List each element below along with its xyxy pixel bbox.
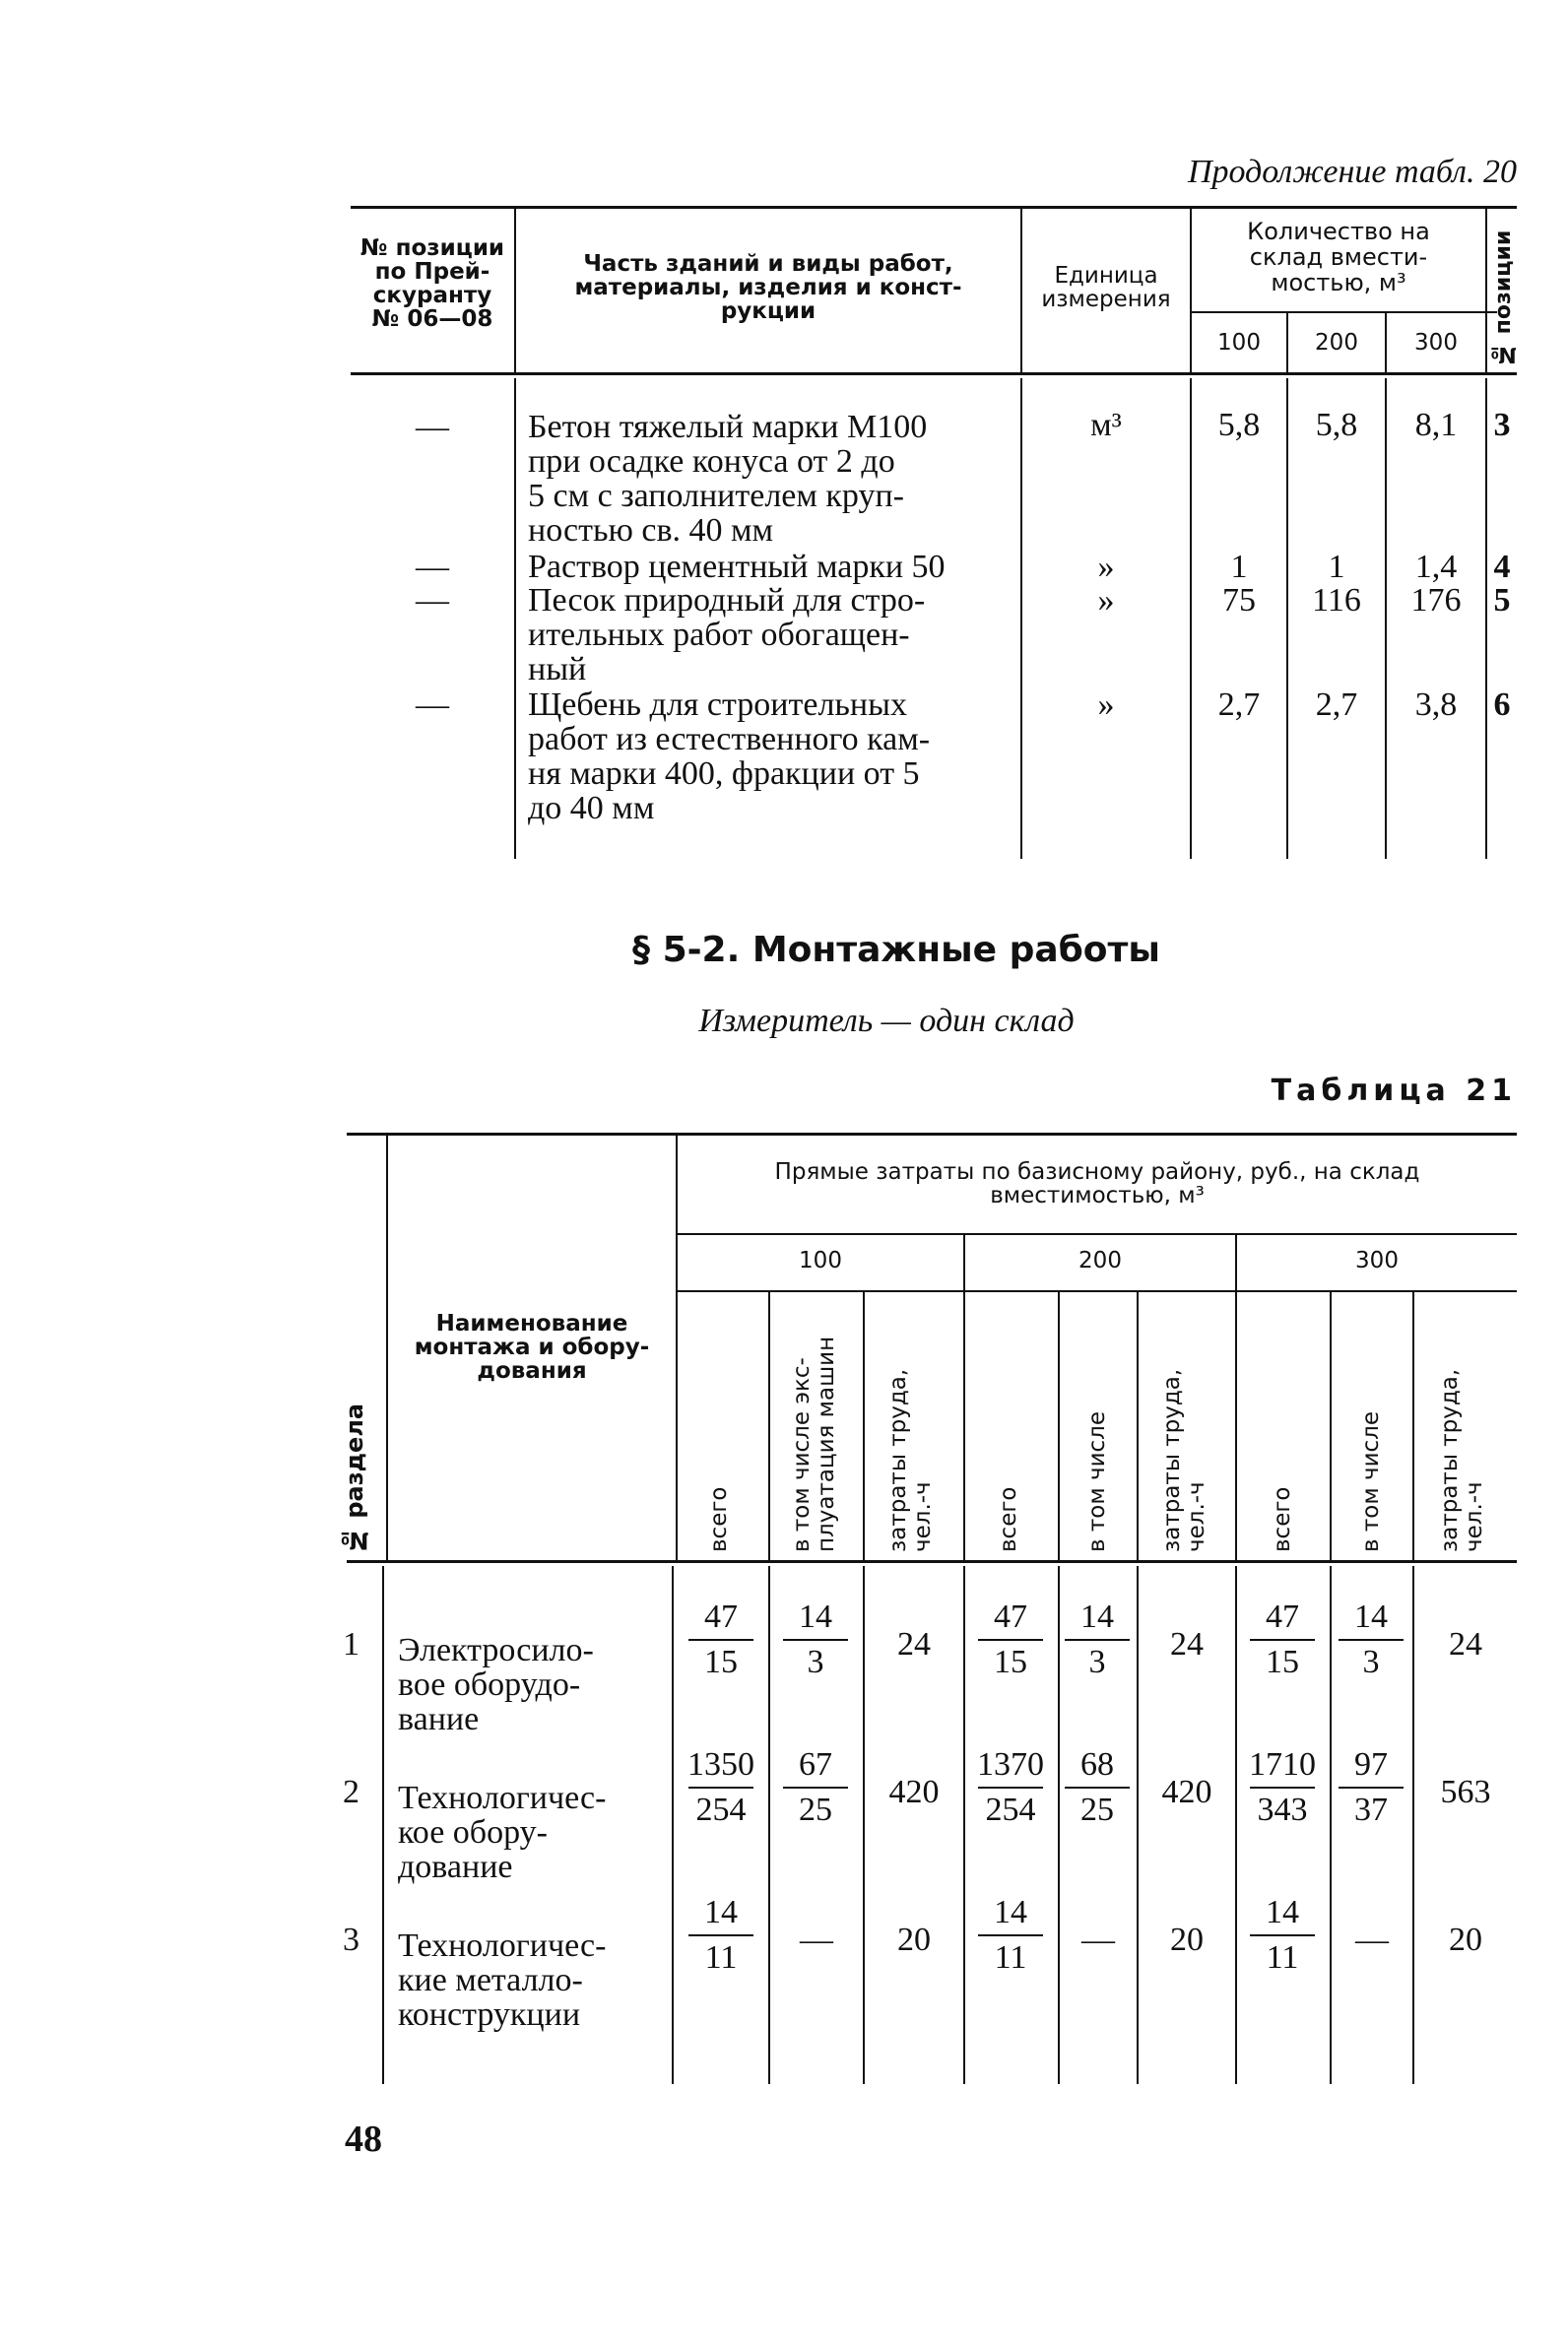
t20-row4-v300: 3,8 (1414, 686, 1458, 723)
t20-row2-v100: 1 (1230, 549, 1248, 585)
t20-row1-v100: 5,8 (1217, 407, 1261, 443)
t20-row4-v200: 2,7 (1315, 686, 1358, 723)
t21-row1-g300-incl: 14 3 (1337, 1599, 1405, 1680)
t20-row4-unit: » (1097, 686, 1115, 723)
t20-row3-v100: 75 (1222, 582, 1256, 619)
page-number: 48 (345, 2119, 382, 2160)
t21-row2-name: Технологичес- кое обору- дование (398, 1780, 607, 1885)
t20-row3-pre: — (416, 582, 449, 619)
section-title: § 5-2. Монтажные работы (632, 930, 1160, 970)
t20-row3-v200: 116 (1312, 582, 1361, 619)
t21-group-300: 300 (1355, 1248, 1399, 1273)
t21-row1-g300-total: 47 15 (1248, 1599, 1317, 1680)
t21-row1-g100-labor: 24 (897, 1626, 931, 1663)
t21-row3-g300-labor: 20 (1449, 1922, 1482, 1958)
t21-g100-labor: затраты труда, чел.-ч (885, 1368, 936, 1552)
t20-row2-v300: 1,4 (1414, 549, 1458, 585)
t20-col-work: Часть зданий и виды работ, материалы, изделия и конст- рукции (574, 251, 962, 324)
t20-row1-pos: 3 (1493, 407, 1511, 443)
t20-col-pricelist-pos: № позиции по Прей- скуранту № 06—08 (359, 235, 505, 332)
t20-row4-text: Щебень для строительных работ из естественного кам- ня марки 400, фракции от 5 до 40 мм (528, 686, 931, 826)
meter-caption: Измеритель — один склад (698, 1003, 1075, 1039)
t20-row2-pos: 4 (1493, 549, 1511, 585)
t21-row3-g200-incl: — (1081, 1922, 1115, 1958)
t21-row3-g200-labor: 20 (1170, 1922, 1204, 1958)
t21-row1-name: Электросило- вое оборудо- вание (398, 1632, 594, 1737)
t20-row4-pos: 6 (1493, 686, 1511, 723)
t20-row3-unit: » (1097, 582, 1115, 619)
t20-row1-text: Бетон тяжелый марки М100 при осадке конуса от 2 до 5 см с заполнителем круп- ностью св. 40 мм (528, 409, 928, 549)
t21-g300-incl: в том числе (1358, 1410, 1384, 1552)
t21-row1-g200-total: 47 15 (976, 1599, 1045, 1680)
t20-row3-text: Песок природный для стро- ительных работ обогащен- ный (528, 582, 926, 687)
t20-row1-unit: м³ (1090, 407, 1122, 443)
t21-row3-name: Технологичес- кие металло- конструкции (398, 1927, 607, 2033)
t21-group-100: 100 (799, 1248, 842, 1273)
t20-row2-unit: » (1097, 549, 1115, 585)
t21-row2-g200-incl: 68 25 (1063, 1747, 1132, 1828)
t21-row2-g200-total: 1370 254 (977, 1746, 1044, 1828)
t21-row2-g300-labor: 563 (1440, 1774, 1491, 1810)
t21-row1-g100-total: 47 15 (686, 1599, 755, 1680)
t20-qty-300: 300 (1414, 330, 1458, 356)
t20-row1-v200: 5,8 (1315, 407, 1358, 443)
t20-row2-v200: 1 (1328, 549, 1345, 585)
t21-row1-no: 1 (343, 1626, 359, 1663)
t21-row3-g200-total: 14 11 (976, 1895, 1045, 1976)
t21-g200-labor: затраты труда, чел.-ч (1159, 1368, 1209, 1552)
t21-row3-g300-incl: — (1355, 1922, 1389, 1958)
t20-row1-v300: 8,1 (1414, 407, 1458, 443)
t20-row4-pre: — (416, 686, 449, 723)
t21-row3-no: 3 (343, 1922, 359, 1958)
t20-row3-v300: 176 (1410, 582, 1462, 619)
t20-row2-text: Раствор цементный марки 50 (528, 549, 946, 585)
t20-row3-pos: 5 (1493, 582, 1511, 619)
t21-row3-g100-labor: 20 (897, 1922, 931, 1958)
t20-col-unit: Единица измерения (1041, 263, 1171, 312)
t21-row3-g100-total: 14 11 (686, 1895, 755, 1976)
t20-row2-pre: — (416, 549, 449, 585)
t21-row3-g300-total: 14 11 (1248, 1895, 1317, 1976)
t21-row2-g100-total: 1350 254 (687, 1746, 754, 1828)
t20-qty-200: 200 (1315, 330, 1358, 356)
t21-top-header: Прямые затраты по базисному району, руб., на склад вместимостью, м³ (774, 1159, 1420, 1208)
t21-row1-g200-labor: 24 (1170, 1626, 1204, 1663)
t20-col-qty: Количество на склад вмести- мостью, м³ (1247, 218, 1430, 296)
t21-row2-no: 2 (343, 1774, 359, 1810)
t20-row1-pre: — (416, 409, 449, 445)
t21-col-name: Наименование монтажа и обору- дования (414, 1311, 650, 1384)
t21-g200-incl: в том числе (1084, 1410, 1110, 1552)
t20-qty-100: 100 (1217, 330, 1261, 356)
t21-row1-g300-labor: 24 (1449, 1626, 1482, 1663)
t21-row2-g300-incl: 97 37 (1337, 1747, 1405, 1828)
t21-row3-g100-incl: — (800, 1922, 833, 1958)
continuation-caption: Продолжение табл. 20 (1187, 154, 1517, 190)
t21-col-section: № раздела (341, 1403, 368, 1554)
t21-row1-g200-incl: 14 3 (1063, 1599, 1132, 1680)
t21-row2-g100-labor: 420 (888, 1774, 940, 1810)
t21-row1-g100-incl: 14 3 (781, 1599, 850, 1680)
t21-g100-total: всего (706, 1486, 732, 1552)
t21-g200-total: всего (996, 1486, 1021, 1552)
t21-g300-total: всего (1270, 1486, 1295, 1552)
t21-row2-g300-total: 1710 343 (1249, 1746, 1316, 1828)
t21-row2-g200-labor: 420 (1161, 1774, 1212, 1810)
table-21-label: Таблица 21 (1271, 1074, 1517, 1108)
t21-g100-incl: в том числе экс- плуатация машин (789, 1336, 839, 1552)
t21-g300-labor: затраты труда, чел.-ч (1437, 1368, 1487, 1552)
t21-row2-g100-incl: 67 25 (781, 1747, 850, 1828)
t21-group-200: 200 (1078, 1248, 1122, 1273)
t20-col-position: № позиции (1491, 229, 1516, 366)
t20-row4-v100: 2,7 (1217, 686, 1261, 723)
